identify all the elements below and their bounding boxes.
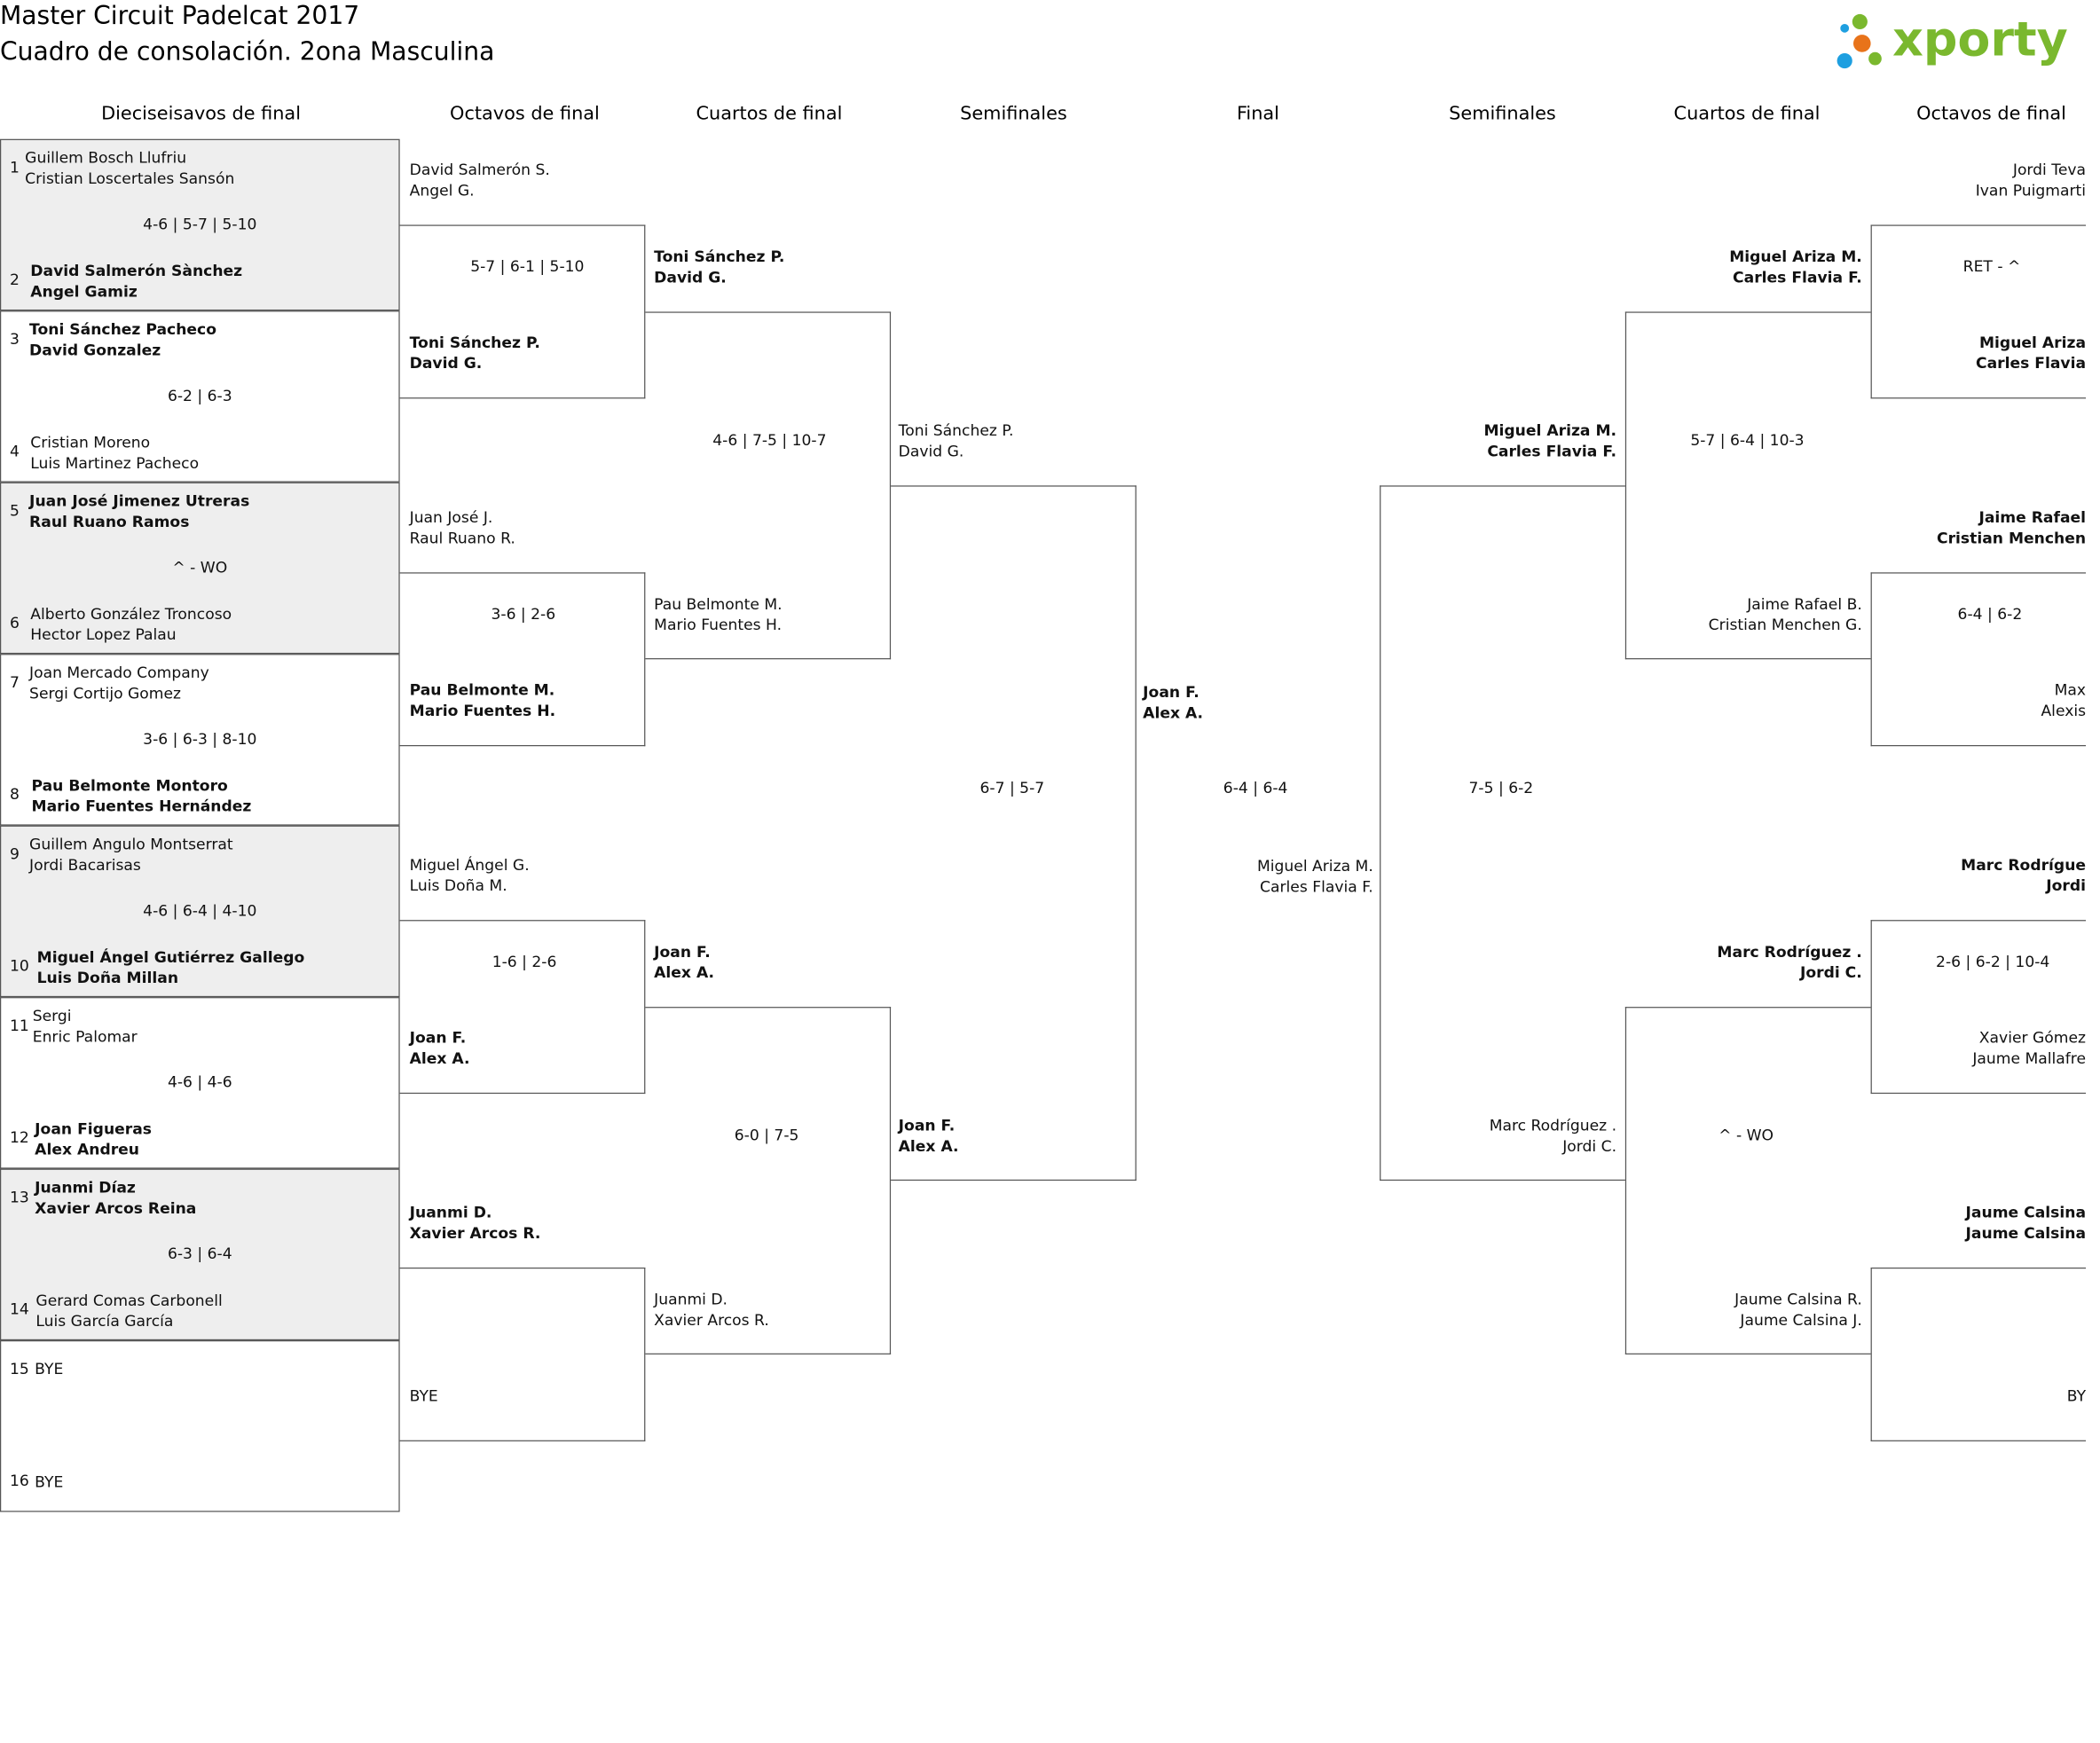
team: Pau Belmonte M. Mario Fuentes H. (654, 596, 783, 635)
match-score: 7-5 | 6-2 (1468, 780, 1534, 797)
team: Juanmi D. Xavier Arcos R. (654, 1291, 769, 1330)
team: Cristian Moreno Luis Martinez Pacheco (30, 434, 200, 473)
round-header-sf-right: Semifinales (1449, 103, 1556, 125)
team: Toni Sánchez P. David G. (409, 334, 540, 373)
team: Jordi Teva Ivan Puigmarti (1975, 161, 2087, 200)
team: Xavier Gómez Jaume Mallafre (1972, 1029, 2087, 1068)
match-score: 4-6 | 5-7 | 5-10 (143, 216, 257, 234)
team: Miguel Ariza M. Carles Flavia F. (1483, 422, 1617, 461)
team: Joan Figueras Alex Andreu (35, 1120, 153, 1159)
team: BY (2066, 1387, 2087, 1406)
match-r32-5 (0, 826, 400, 997)
seed: 4 (10, 443, 20, 461)
match-r32-6 (0, 997, 400, 1168)
team: David Salmerón Sànchez Angel Gamiz (30, 263, 243, 302)
team: Pau Belmonte Montoro Mario Fuentes Hernández (31, 777, 252, 816)
team: Miguel Ariza M. Carles Flavia F. (1729, 248, 1862, 287)
round-header-r32: Dieciseisavos de final (101, 103, 301, 125)
match-score: RET - ^ (1962, 258, 2021, 277)
round-header-r16-right: Octavos de final (1916, 103, 2066, 125)
team: BYE (35, 1361, 64, 1378)
team: Guillem Bosch Llufriu Cristian Loscertales Sansón (25, 149, 235, 188)
round-header-qf-right: Cuartos de final (1673, 103, 1821, 125)
match-score: ^ - WO (172, 559, 228, 577)
team: Gerard Comas Carbonell Luis García García (35, 1292, 223, 1331)
match-score: 3-6 | 6-3 | 8-10 (143, 731, 257, 749)
seed: 11 (10, 1017, 29, 1035)
team: Max Alexis (2041, 681, 2087, 720)
team: Guillem Angulo Montserrat Jordi Bacarisas (29, 836, 233, 875)
seed: 9 (10, 845, 20, 864)
team: Toni Sánchez P. David G. (898, 422, 1014, 461)
match-score: 2-6 | 6-2 | 10-4 (1936, 954, 2050, 971)
seed: 8 (10, 786, 20, 805)
team: Jaime Rafael B. Cristian Menchen G. (1708, 596, 1862, 635)
team: Joan F. Alex A. (1143, 684, 1204, 723)
match-score: 4-6 | 7-5 | 10-7 (712, 432, 827, 450)
seed: 1 (10, 160, 20, 177)
team: Joan F. Alex A. (898, 1118, 959, 1156)
team: Jaime Rafael Cristian Menchen (1937, 509, 2087, 548)
team: Marc Rodrígue Jordi (1961, 857, 2087, 895)
team: Marc Rodríguez . Jordi C. (1489, 1118, 1617, 1156)
team: Juan José Jimenez Utreras Raul Ruano Ramos (29, 492, 250, 531)
team: Joan Mercado Company Sergi Cortijo Gomez (29, 664, 209, 703)
team: BYE (409, 1387, 438, 1406)
team: Juan José J. Raul Ruano R. (409, 509, 515, 548)
match-r32-4 (0, 654, 400, 825)
team: Juanmi D. Xavier Arcos R. (409, 1204, 541, 1243)
seed: 6 (10, 615, 20, 632)
team: Toni Sánchez P. David G. (654, 248, 785, 287)
seed: 7 (10, 674, 20, 693)
match-score: 6-3 | 6-4 (167, 1245, 232, 1264)
match-score: 4-6 | 4-6 (167, 1074, 232, 1092)
team: Miguel Ángel Gutiérrez Gallego Luis Doña Millan (36, 949, 305, 988)
match-score: 6-4 | 6-2 (1957, 606, 2023, 624)
match-score: 6-2 | 6-3 (167, 388, 232, 405)
seed: 10 (10, 958, 29, 976)
seed: 12 (10, 1129, 29, 1148)
match-score: 1-6 | 2-6 (492, 954, 557, 971)
xporty-logo-icon (1836, 4, 2086, 76)
round-header-final: Final (1236, 103, 1279, 125)
connector-r16-4 (400, 1268, 646, 1441)
match-score: 6-4 | 6-4 (1223, 780, 1288, 797)
xporty-logo (1836, 4, 2086, 76)
team: Alberto González Troncoso Hector Lopez Palau (30, 606, 232, 645)
team: Joan F. Alex A. (409, 1029, 470, 1068)
team: Joan F. Alex A. (654, 944, 715, 982)
seed: 14 (10, 1300, 29, 1319)
team: Marc Rodríguez . Jordi C. (1717, 944, 1862, 982)
match-score: 3-6 | 2-6 (491, 606, 556, 624)
logo-wordmark: xporty (1892, 11, 2068, 67)
team: Toni Sánchez Pacheco David Gonzalez (29, 321, 216, 360)
connector-sf-left (891, 485, 1137, 1181)
match-score: 6-0 | 7-5 (734, 1127, 799, 1145)
connector-sf-right (1380, 485, 1625, 1181)
team: Jaume Calsina Jaume Calsina (1965, 1204, 2087, 1243)
team: BYE (35, 1473, 64, 1492)
seed: 2 (10, 271, 20, 289)
match-r32-2 (0, 310, 400, 482)
team: Jaume Calsina R. Jaume Calsina J. (1734, 1291, 1862, 1330)
seed: 3 (10, 331, 20, 349)
round-header-sf: Semifinales (960, 103, 1067, 125)
match-score: 4-6 | 6-4 | 4-10 (143, 902, 257, 921)
match-score: 5-7 | 6-1 | 5-10 (470, 258, 585, 277)
match-r32-8 (0, 1340, 400, 1511)
seed: 13 (10, 1189, 29, 1207)
seed: 5 (10, 502, 20, 521)
match-score: ^ - WO (1719, 1127, 1774, 1145)
match-r32-3 (0, 483, 400, 654)
team: Pau Belmonte M. Mario Fuentes H. (409, 681, 556, 720)
page-subtitle: Cuadro de consolación. 2ona Masculina (0, 37, 495, 67)
match-score: 6-7 | 5-7 (979, 780, 1045, 797)
connector-r16-right-4 (1871, 1268, 2086, 1441)
team: Juanmi Díaz Xavier Arcos Reina (35, 1179, 197, 1218)
team: David Salmerón S. Angel G. (409, 161, 550, 200)
match-score: 5-7 | 6-4 | 10-3 (1690, 432, 1805, 450)
team: Miguel Ariza Carles Flavia (1975, 334, 2087, 373)
page-title: Master Circuit Padelcat 2017 (0, 2, 360, 31)
seed: 16 (10, 1472, 29, 1491)
seed: 15 (10, 1361, 29, 1378)
match-r32-1 (0, 139, 400, 310)
team: Miguel Ariza M. Carles Flavia F. (1256, 858, 1373, 897)
team: Sergi Enric Palomar (32, 1008, 138, 1047)
match-r32-7 (0, 1169, 400, 1340)
round-header-qf: Cuartos de final (696, 103, 843, 125)
team: Miguel Ángel G. Luis Doña M. (409, 857, 530, 895)
round-header-r16: Octavos de final (450, 103, 600, 125)
